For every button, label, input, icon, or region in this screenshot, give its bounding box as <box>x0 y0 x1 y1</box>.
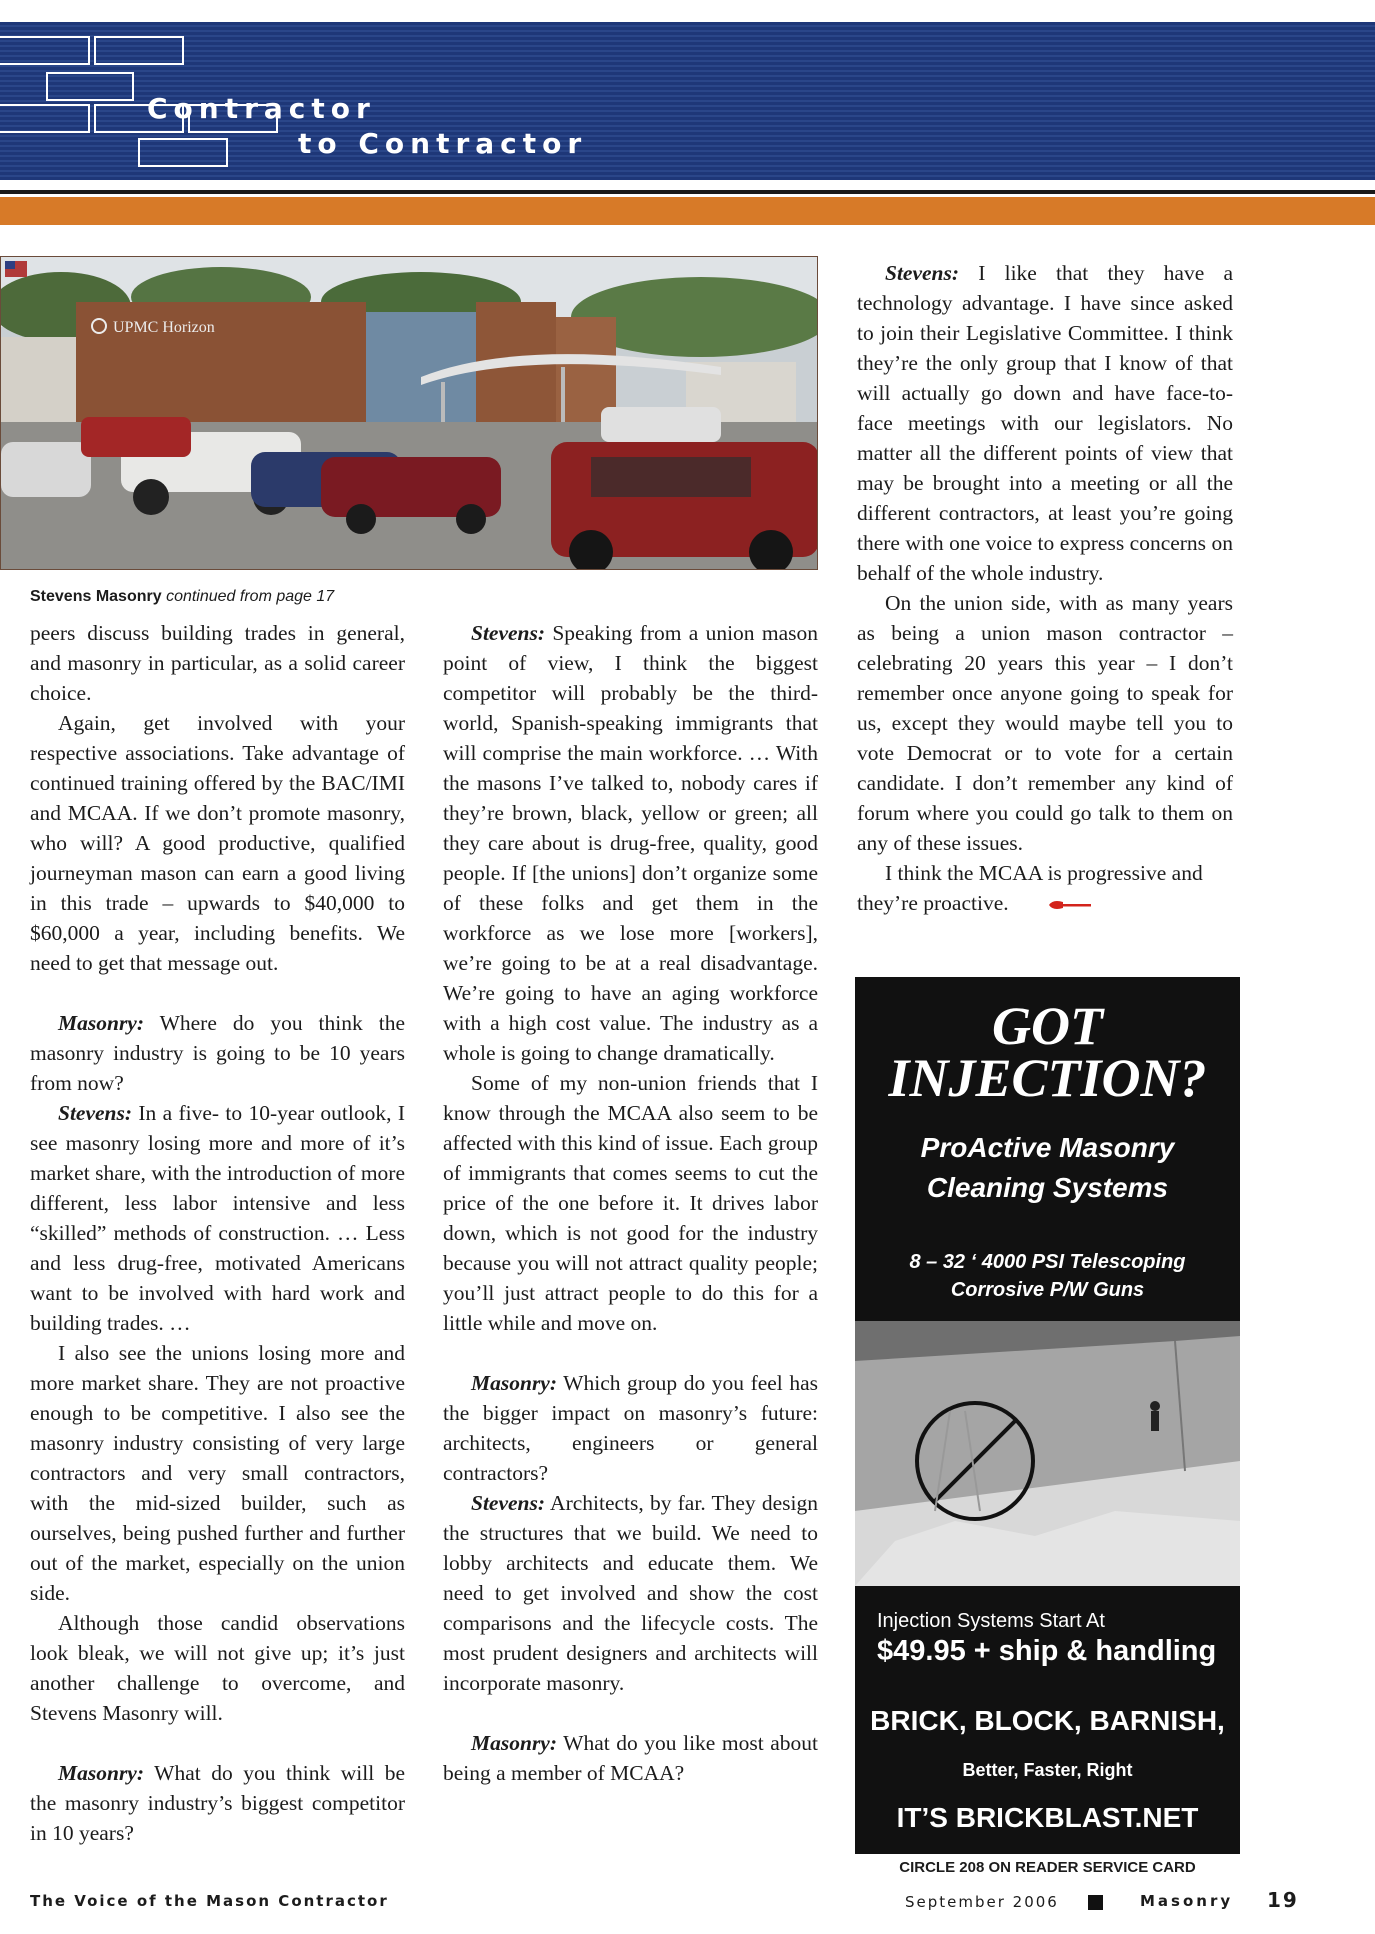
ad-spec: Corrosive P/W Guns <box>950 1279 1145 1301</box>
speaker-label: Masonry: <box>471 1731 558 1755</box>
ad-photo-illustration <box>855 1321 1240 1586</box>
ad-headline: INJECTION? <box>888 1048 1207 1108</box>
speaker-label: Stevens: <box>471 1491 546 1515</box>
ad-tagline: Better, Faster, Right <box>962 1760 1133 1780</box>
brickblast-advertisement[interactable] <box>855 977 1240 1854</box>
trowel-end-mark-icon <box>1019 890 1093 920</box>
ad-brand: ProActive Masonry <box>920 1132 1175 1163</box>
answer <box>857 258 1233 588</box>
brick-decoration <box>46 72 134 101</box>
paragraph: Some of my non-union friends that I know through the MCAA also seem to be affected with this kind of issue. Each group of immigrants that comes seems to cut the price of the one before it. It drives labor down, which is not good for the industry because you will not attract quality people; you’ll just attract people to do this for a little while and move on. <box>443 1071 818 1335</box>
speaker-label: Stevens: <box>885 261 960 285</box>
question <box>443 1728 818 1788</box>
section-title-line2: to Contractor <box>298 127 588 160</box>
question <box>30 1758 405 1848</box>
photo-sign-text: UPMC Horizon <box>113 319 215 336</box>
answer-text: I like that they have a technology advantage. I have since asked to join their Legislative Committee. I think they’re the only group that I know of that will actually go down and have face-to-face meetings with our legislators. No matter all the different points of view that may be brought into a meeting or all the different contractors, at least you’re going there with one voice to express concerns on behalf of the whole industry. <box>857 261 1233 585</box>
continued-from-line <box>30 588 334 606</box>
ad-url-link[interactable]: IT’S BRICKBLAST.NET <box>896 1802 1199 1833</box>
question-text: Where do you think the masonry industry is going to be 10 years from now? <box>30 1011 405 1095</box>
ad-price: $49.95 + ship & handling <box>877 1635 1217 1667</box>
brick-decoration <box>138 138 228 167</box>
speaker-label: Masonry: <box>58 1011 145 1035</box>
footer-square-icon <box>1088 1895 1103 1910</box>
section-header-banner <box>0 22 1375 180</box>
ad-headline: GOT <box>992 996 1103 1056</box>
page-number: 19 <box>1267 1888 1299 1912</box>
closing-text: I think the MCAA is progressive and they’re proactive. <box>857 861 1203 915</box>
answer <box>30 1098 405 1338</box>
header-divider <box>0 190 1375 194</box>
continued-note: continued from page 17 <box>166 588 335 605</box>
footer-magazine-name: Masonry <box>1140 1892 1234 1910</box>
ad-brand: Cleaning Systems <box>926 1172 1169 1203</box>
speaker-label: Masonry: <box>471 1371 558 1395</box>
building-photo <box>0 256 818 570</box>
question <box>443 1368 818 1488</box>
brick-decoration <box>0 36 90 65</box>
answer <box>443 1488 818 1698</box>
orange-band <box>0 197 1375 225</box>
building-photo-illustration <box>1 257 818 570</box>
question-text: What do you like most about being a member of MCAA? <box>443 1731 818 1785</box>
ad-photo <box>855 1321 1240 1586</box>
answer-text: Architects, by far. They design the structures that we build. We need to lobby architects and educate them. We need to get involved and show the cost comparisons and the lifecycle costs. The most prudent designers and architects will incorporate masonry. <box>443 1491 818 1695</box>
paragraph: peers discuss building trades in general, and masonry in particular, as a solid career choice. <box>30 621 405 705</box>
ad-price-intro: Injection Systems Start At <box>877 1610 1105 1632</box>
reader-service-caption: CIRCLE 208 ON READER SERVICE CARD <box>899 1859 1196 1876</box>
paragraph: On the union side, with as many years as being a union mason contractor – celebrating 20 years this year – I don’t remember once anyone going to speak for us, except they would maybe tell you to vote Democrat or to vote for a certain candidate. I don’t remember any kind of forum where you could go talk to them on any of these issues. <box>857 591 1233 855</box>
article-column-3 <box>857 258 1233 920</box>
paragraph <box>857 858 1233 920</box>
question-text: Which group do you feel has the bigger impact on masonry’s future: architects, engineers or general contractors? <box>443 1371 818 1485</box>
article-name: Stevens Masonry <box>30 588 162 605</box>
speaker-label: Stevens: <box>58 1101 133 1125</box>
ad-materials: BRICK, BLOCK, BARNISH, <box>870 1705 1225 1736</box>
section-title-line1: Contractor <box>147 92 376 125</box>
ad-spec: 8 – 32 ‘ 4000 PSI Telescoping <box>909 1251 1186 1273</box>
question <box>30 1008 405 1098</box>
brick-decoration <box>0 104 90 133</box>
footer-date: September 2006 <box>905 1893 1059 1911</box>
paragraph: Again, get involved with your respective associations. Take advantage of continued training offered by the BAC/IMI and MCAA. If we don’t promote masonry, who will? A good productive, qualified journeyman mason can earn a good living in this trade – upwards to $40,000 to $60,000 a year, including benefits. We need to get that message out. <box>30 711 405 975</box>
article-column-1 <box>30 618 405 1848</box>
speaker-label: Stevens: <box>471 621 546 645</box>
brick-decoration <box>94 36 184 65</box>
answer <box>443 618 818 1068</box>
question-text: What do you think will be the masonry industry’s biggest competitor in 10 years? <box>30 1761 405 1845</box>
footer-tagline: The Voice of the Mason Contractor <box>30 1892 389 1910</box>
paragraph: Although those candid observations look bleak, we will not give up; it’s just another challenge to overcome, and Stevens Masonry will. <box>30 1611 405 1725</box>
answer-text: Speaking from a union mason point of view, I think the biggest competitor will probably be the third-world, Spanish-speaking immigrants that will comprise the main workforce. … With the masons I’ve talked to, nobody cares if they’re brown, black, yellow or green; all they care about is drug-free, quality, good people. If [the unions] don’t organize some of these folks and get them in the workforce as we lose more [workers], we’re going to be at a real disadvantage. We’re going to have an aging workforce with a high cost value. The industry as a whole is going to change dramatically. <box>443 621 818 1065</box>
article-column-2 <box>443 618 818 1788</box>
speaker-label: Masonry: <box>58 1761 145 1785</box>
answer-text: In a five- to 10-year outlook, I see masonry losing more and more of it’s market share, with the introduction of more different, less labor intensive and less “skilled” methods of construction. … Less and less drug-free, motivated Americans want to be involved with hard work and building trades. … <box>30 1101 405 1335</box>
paragraph: I also see the unions losing more and more market share. They are not proactive enough to be competitive. I also see the masonry industry consisting of very large contractors and very small contractors, with the mid-sized builder, such as ourselves, being pushed further and further out of the market, especially on the union side. <box>30 1341 405 1605</box>
